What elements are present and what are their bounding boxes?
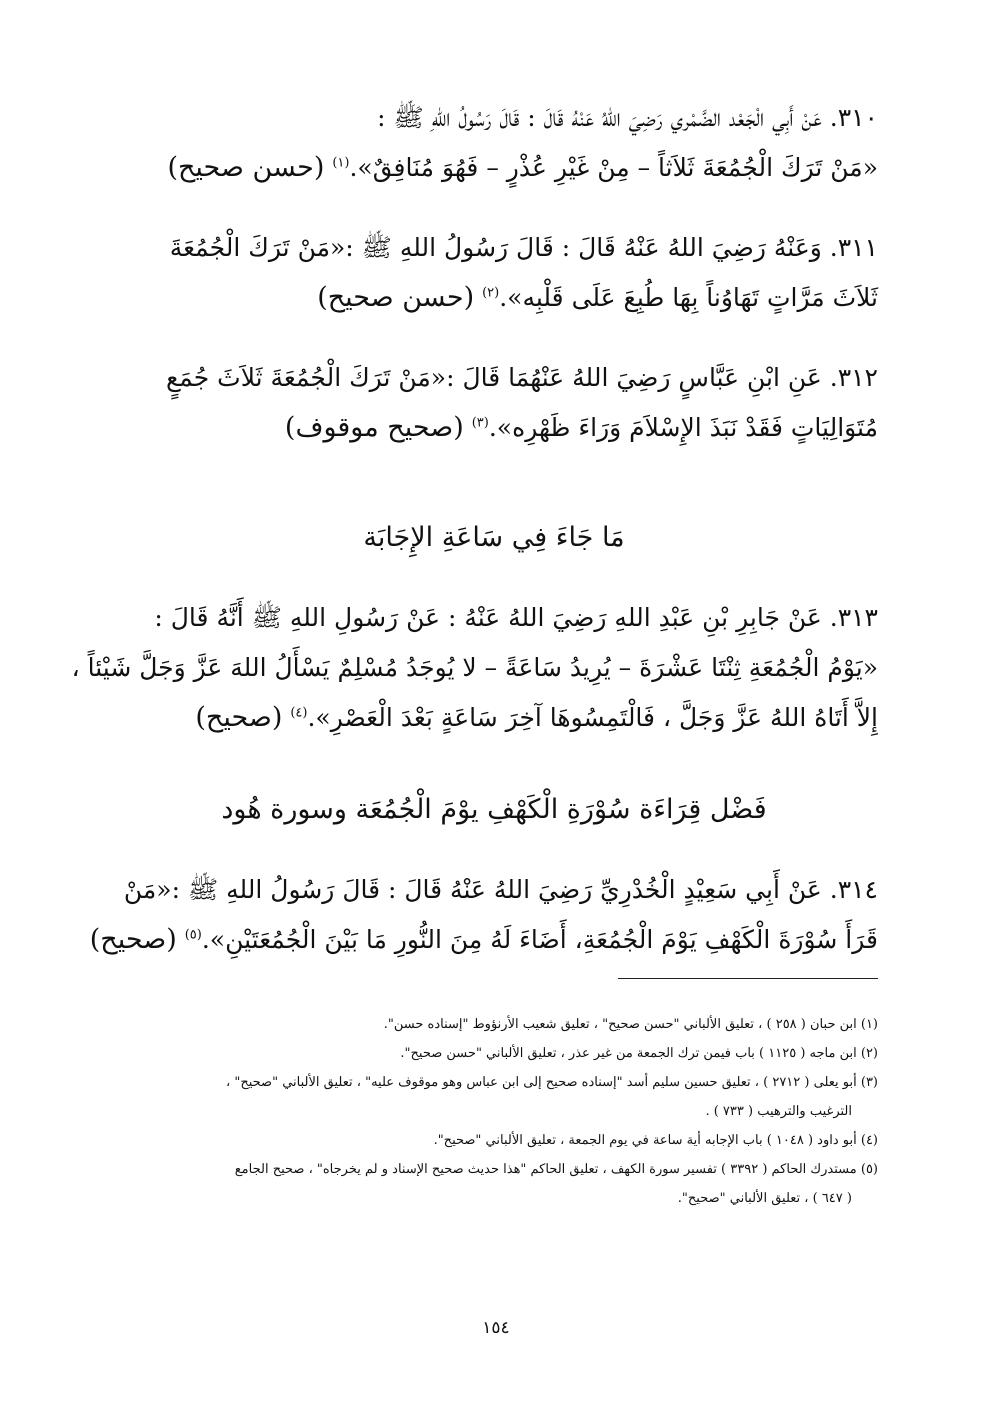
hadith-last-line <box>110 143 878 193</box>
hadith-text: ثَلاَثَ مَرَّاتٍ تَهَاوُناً بِهَا طُبِعَ عَلَى قَلْبِه».$^{(٢)}$ <box>482 283 878 312</box>
hadith-line: «يَوْمُ الْجُمُعَةِ ثِنْتَا عَشْرَةَ – يُرِيدُ سَاعَةً – لا يُوجَدُ مُسْلِمٌ يَسْأَلُ اللهَ عَزَّ وَجَلَّ شَيْئاً ، <box>71 653 878 682</box>
hadith-grade: (صحيح موقوف) <box>284 412 464 443</box>
footnote: (٣) أبو يعلى ( ٢٧١٢ ) ، تعليق حسين سليم أسد "إسناده صحيح إلى ابن عباس وهو موقوف عليه" ، تعليق الألباني "صحيح" ، <box>226 1075 878 1090</box>
footnote-ref: (٤) <box>290 705 308 721</box>
footnotes <box>100 1010 878 1213</box>
hadith-text: إِلاَّ أَتَاهُ اللهُ عَزَّ وَجَلَّ ، فَالْتَمِسُوهَا آخِرَ سَاعَةٍ بَعْدَ الْعَصْرِ».$^{(٤)}$ <box>290 703 878 732</box>
hadith-grade: (صحيح) <box>89 924 177 955</box>
footnote: (٤) أبو داود ( ١٠٤٨ ) باب الإجابه أية ساعة في يوم الجمعة ، تعليق الألباني "صحيح". <box>433 1133 878 1148</box>
hadith-grade: (حسن صحيح) <box>317 282 475 313</box>
hadith-last-line <box>110 273 878 323</box>
hadith-line: ٣١١. وَعَنْهُ رَضِيَ اللهُ عَنْهُ قَالَ : قَالَ رَسُولُ اللهِ ﷺ :«مَنْ تَرَكَ الْجُمُعَةَ <box>169 233 878 262</box>
section-heading: مَا جَاءَ فِي سَاعَةِ الإِجَابَة <box>363 522 625 553</box>
hadith-312 <box>110 353 878 453</box>
hadith-text: «مَنْ تَرَكَ الْجُمُعَةَ ثَلاَثاً – مِنْ غَيْرِ عُذْرٍ – فَهُوَ مُنَافِقٌ».$^{(١)}$ <box>332 153 878 182</box>
hadith-line: ٣١٠. عَنْ أَبِي الْجَعْد الضَّمْري رَضِيَ اللهُ عَنْهُ قَالَ : قَالَ رَسُولُ اللهِ ﷺ : <box>377 103 878 132</box>
page-number: ١٥٤ <box>482 1318 510 1338</box>
footnote: (٥) مستدرك الحاكم ( ٣٣٩٢ ) تفسير سورة الكهف ، تعليق الحاكم "هذا حديث صحيح الإسناد و لم يخرجاه" ، صحيح الجامع <box>234 1162 878 1177</box>
footnote-ref: (١) <box>332 155 350 171</box>
hadith-313 <box>71 593 878 743</box>
hadith-grade: (صحيح) <box>195 702 283 733</box>
section-heading: فَضْل قِرَاءَة سُوْرَةِ الْكَهْفِ يوْمَ الْجُمُعَة وسورة هُود <box>221 794 767 825</box>
hadith-311 <box>110 223 878 323</box>
hadith-grade: (حسن صحيح) <box>167 152 325 183</box>
hadith-text: مُتَوَالِيَاتٍ فَقَدْ نَبَذَ الإِسْلاَمَ وَرَاءَ ظَهْرِه».$^{(٣)}$ <box>471 413 878 442</box>
hadith-line: ٣١٣. عَنْ جَابِرِ بْنِ عَبْدِ اللهِ رَضِيَ اللهُ عَنْهُ : عَنْ رَسُولِ اللهِ ﷺ أَنَّهُ قَالَ : <box>154 603 878 632</box>
footnote-separator <box>618 978 878 979</box>
hadith-text: قَرَأَ سُوْرَةَ الْكَهْفِ يَوْمَ الْجُمُعَةِ، أَضَاءَ لَهُ مِنَ النُّورِ مَا بَيْنَ الْجُمُعَتَيْنِ».$^{(٥)}$ <box>184 925 878 954</box>
hadith-last-line <box>110 403 878 453</box>
footnote-continuation: الترغيب والترهيب ( ٧٣٣ ) . <box>705 1104 852 1119</box>
footnote: (١) ابن حبان ( ٢٥٨ ) ، تعليق الألباني "حسن صحيح" ، تعليق شعيب الأرنؤوط "إسناده حسن". <box>383 1017 878 1032</box>
footnote-ref: (٣) <box>471 415 489 431</box>
hadith-310 <box>110 93 878 193</box>
hadith-last-line <box>89 915 878 965</box>
footnote-ref: (٢) <box>482 285 500 301</box>
hadith-314 <box>89 865 878 965</box>
hadith-last-line <box>110 693 878 743</box>
hadith-line: ٣١٤. عَنْ أَبِي سَعِيْدٍ الْخُدْرِيِّ رَضِيَ اللهُ عَنْهُ قَالَ : قَالَ رَسُولُ اللهِ ﷺ :«مَنْ <box>123 875 878 904</box>
hadith-line: ٣١٢. عَنِ ابْنِ عَبَّاسٍ رَضِيَ اللهُ عَنْهُمَا قَالَ :«مَنْ تَرَكَ الْجُمُعَةَ ثَلاَثَ جُمَعٍ <box>166 363 878 392</box>
footnote: (٢) ابن ماجه ( ١١٢٥ ) باب فيمن ترك الجمعة من غير عذر ، تعليق الألباني "حسن صحيح". <box>400 1046 878 1061</box>
footnote-ref: (٥) <box>184 927 202 943</box>
footnote-continuation: ( ٦٤٧ ) ، تعليق الألباني "صحيح". <box>677 1191 852 1206</box>
